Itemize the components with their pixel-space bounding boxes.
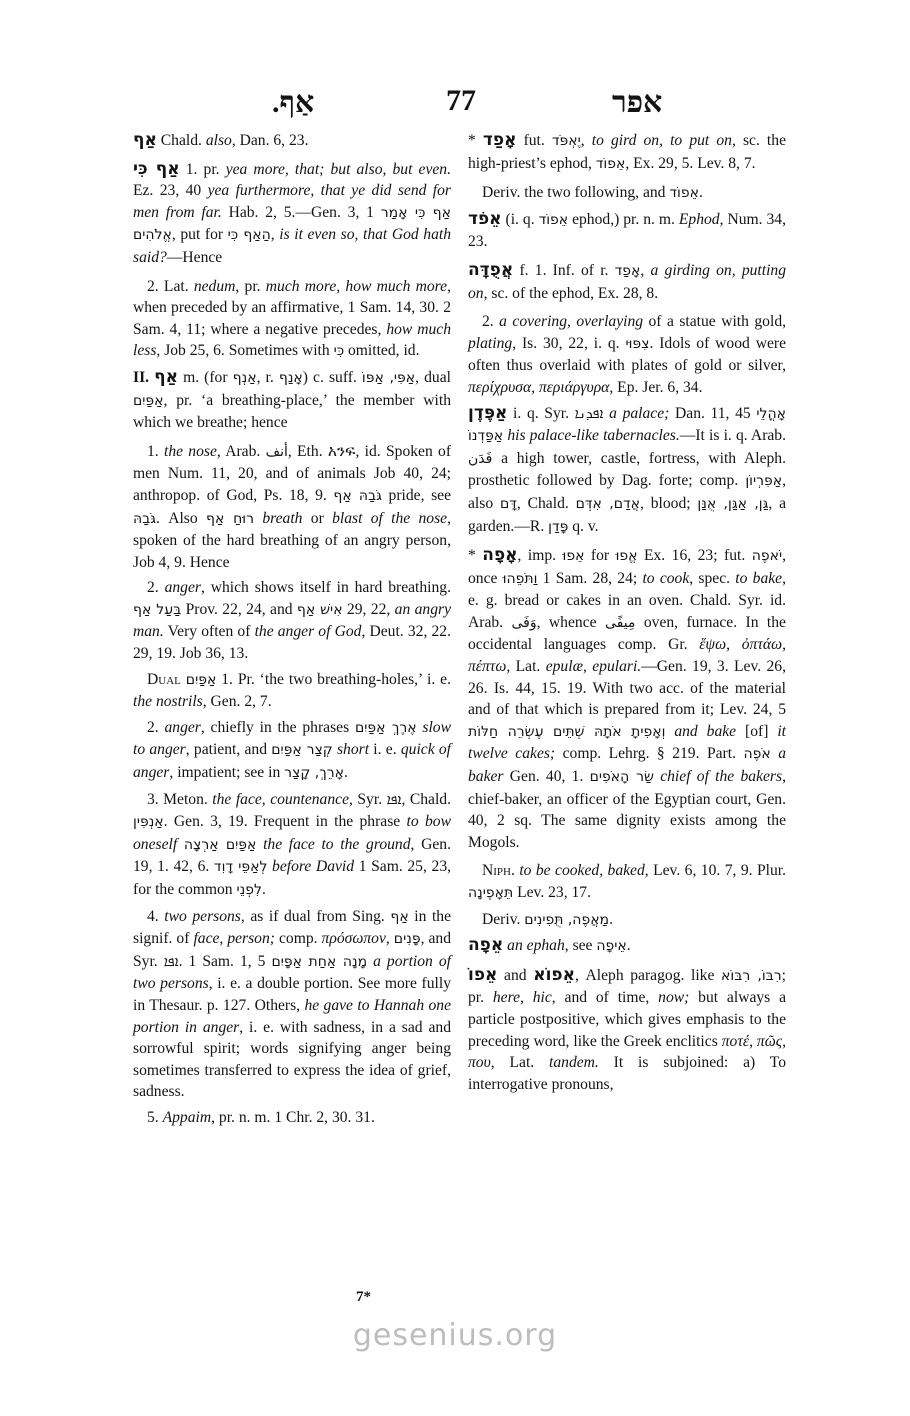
- italic-text: πρόσωπον: [321, 930, 386, 948]
- text-run: , when preceded by an affirmative, 1 Sam. 14, 30. 2 Sam. 4, 11; where a negative precedes,: [133, 277, 451, 338]
- text-run: .: [343, 764, 348, 782]
- text-run: .: [261, 881, 266, 898]
- text-run: 4.: [147, 907, 165, 925]
- text-run: but always a particle postpositive, which gives emphasis to the preceding word, like the Greek enclitics: [468, 989, 786, 1050]
- italic-text: yea more, that; but also, but even.: [225, 160, 452, 178]
- text-run: , Arab.: [216, 442, 266, 460]
- text-run: , sc. the high-priest’s ephod,: [468, 132, 786, 172]
- text-run: comp.: [274, 930, 322, 948]
- script-text: אָנַף: [278, 369, 303, 386]
- small-caps-text: Niph.: [482, 862, 515, 880]
- italic-text: chief of the bakers: [660, 768, 783, 786]
- dictionary-entry: [468, 260, 786, 304]
- text-run: Very often of: [163, 623, 255, 641]
- text-run: , pr. n. m. 1 Chr. 2, 30. 31.: [211, 1108, 375, 1126]
- text-run: , Is. 30, 22, i. q.: [512, 334, 626, 352]
- script-text: וְאָפִיתָ אֹתָהּ שְׁתֵּים עֶשְׂרֵה חַלּוֹת: [468, 723, 666, 740]
- text-run: pride, see: [381, 486, 451, 504]
- text-run: *: [468, 547, 483, 565]
- headword: אֲפֻדָּה: [468, 259, 514, 280]
- text-run: fut.: [516, 132, 552, 149]
- text-run: Lev. 23, 17.: [513, 884, 591, 901]
- script-text: פָּנִים: [393, 931, 421, 948]
- text-run: , see: [564, 937, 597, 955]
- text-run: 29, 22,: [342, 600, 395, 618]
- italic-text: quick of anger: [133, 741, 451, 782]
- italic-text: and bake: [674, 722, 737, 740]
- text-run: . Idols of wood were often thus overlaid with plates of gold or silver,: [468, 334, 787, 375]
- text-run: , whence: [536, 613, 605, 631]
- text-run: , dual: [415, 368, 451, 386]
- text-run: 2.: [147, 579, 165, 597]
- italic-text: to bow oneself: [133, 813, 451, 853]
- italic-text: an angry man.: [133, 600, 452, 641]
- text-run: ,: [270, 226, 280, 244]
- text-run: , a garden.—R.: [468, 494, 787, 535]
- text-run: for: [584, 547, 616, 565]
- page-number: 77: [446, 84, 476, 117]
- italic-text: Ephod: [678, 210, 720, 228]
- text-run: *: [468, 132, 483, 149]
- script-text: אֲדַם, אִדְּם: [575, 495, 640, 512]
- dictionary-entry: [468, 545, 786, 853]
- script-text: אָפַד: [614, 262, 641, 279]
- italic-text: a baker: [468, 745, 786, 786]
- text-run: Prov. 22, 24, and: [181, 600, 297, 618]
- text-run: Chald.: [156, 132, 206, 149]
- text-run: , Ex. 29, 5. Lev. 8, 7.: [625, 154, 756, 172]
- script-text: אַפַּיִם: [133, 392, 164, 409]
- script-text: לְאַפֵּי דָוִד: [213, 859, 268, 876]
- text-run: , put for: [171, 226, 228, 244]
- script-text: צִפּוּי: [625, 335, 650, 352]
- italic-text: a palace;: [609, 404, 670, 422]
- text-run: Gen. 40, 1.: [503, 768, 590, 786]
- script-text: אֵפוֹד: [669, 185, 699, 202]
- text-run: , Aleph paragog. like: [574, 966, 722, 984]
- text-run: ephod,) pr. n. m.: [568, 210, 679, 228]
- script-text: גַּן, אַגַּן, אֻנַּן: [697, 495, 769, 512]
- text-run: of a statue with gold,: [643, 313, 787, 331]
- text-run: , imp.: [517, 547, 563, 565]
- text-run: —Hence: [166, 248, 223, 266]
- italic-text: a covering, overlaying: [499, 313, 644, 331]
- italic-text: to gird on, to put on: [591, 132, 732, 149]
- italic-text: also: [205, 132, 232, 149]
- script-text: אֶרֶךְ אַפַּיִם: [354, 719, 417, 736]
- italic-text: to bake: [735, 569, 783, 587]
- text-run: , and Syr.: [133, 930, 452, 970]
- text-run: , Deut. 32, 22. 29, 19. Job 36, 13.: [133, 623, 451, 663]
- script-text: אֱפוּ: [615, 548, 638, 565]
- script-text: בַּעַל אַף: [133, 601, 182, 618]
- text-run: or: [302, 509, 333, 527]
- script-text: אַף: [390, 908, 409, 925]
- italic-text: two persons: [164, 907, 241, 925]
- dictionary-entry: [468, 130, 786, 175]
- script-text: אַפִּרְיוֹן: [745, 473, 783, 490]
- text-run: Deriv. the two following, and: [482, 184, 670, 202]
- entry-sense: [133, 1107, 451, 1129]
- italic-text: he gave to Hannah one portion in anger: [133, 996, 452, 1036]
- entry-sense: [468, 909, 786, 932]
- text-run: comp. Lehrg. § 219. Part.: [555, 745, 744, 763]
- italic-text: περίχρυσα, περιάργυρα: [468, 378, 610, 396]
- italic-text: face, person;: [193, 930, 275, 948]
- text-run: Ex. 16, 23; fut.: [637, 547, 752, 565]
- text-run: ,: [385, 930, 394, 948]
- small-caps-text: Dual: [147, 670, 181, 688]
- italic-text: anger: [164, 718, 201, 736]
- dictionary-entry: [133, 130, 451, 152]
- text-run: Hab. 2, 5.—Gen. 3, 1: [221, 203, 381, 221]
- script-text: תֵּאָפֶינָה: [468, 885, 514, 901]
- text-run: , i. e. with sadness, in a sad and sorrowful spirit; words signifying anger being sometimes transferred to express the idea of grief, sadness.: [133, 1018, 451, 1101]
- headword: אַף: [133, 130, 157, 150]
- text-run: , also: [468, 472, 786, 512]
- text-run: , spec.: [689, 569, 736, 587]
- text-run: —It is i. q. Arab.: [679, 427, 786, 445]
- text-run: , impatient; see in: [169, 764, 285, 782]
- italic-text: to cook: [642, 569, 690, 587]
- script-text: אָהֳלֵי אַפַּדְנוֹ: [468, 405, 786, 445]
- italic-text: the anger of God: [254, 623, 362, 641]
- script-text: אֵיפָה: [596, 938, 627, 955]
- text-run: (i. q.: [501, 210, 539, 228]
- text-run: , once: [468, 547, 786, 587]
- italic-text: here, hic: [492, 989, 552, 1007]
- italic-text: before David: [272, 858, 355, 876]
- text-run: Ez. 23, 40: [133, 182, 208, 200]
- text-run: , Gen. 19, 1. 42, 6.: [133, 835, 451, 876]
- italic-text: now;: [658, 989, 690, 1007]
- script-text: פָּדַן: [548, 518, 569, 535]
- script-text: אַפַּיִם: [185, 671, 217, 688]
- dictionary-entry: [133, 159, 451, 269]
- italic-text: Appaim: [162, 1108, 212, 1126]
- script-text: מָנָה אַחַת אַפָּיִם: [271, 953, 368, 970]
- script-text: אַפַּיִם אַרְצָה: [183, 836, 257, 853]
- text-run: , Job 25, 6. Sometimes with: [156, 342, 334, 360]
- script-text: אֵפוֹד: [538, 211, 569, 228]
- text-run: , Lat.: [490, 1054, 550, 1072]
- text-run: ) c. suff.: [302, 368, 362, 386]
- entry-sense: [133, 441, 451, 574]
- text-run: 1 Sam. 25, 23, for the common: [133, 858, 452, 898]
- script-text: فَدَن: [468, 450, 493, 467]
- italic-text: yea furthermore, that ye did send for men from far.: [133, 182, 451, 221]
- text-run: , Syr.: [349, 790, 387, 808]
- script-text: כִּי: [333, 343, 345, 360]
- script-text: מַאֲפֶה, תֻּפִינִים: [524, 911, 610, 928]
- text-run: , which shows itself in hard breathing.: [200, 579, 452, 597]
- text-run: in the signif. of: [133, 907, 451, 948]
- italic-text: tandem.: [549, 1054, 599, 1072]
- script-text: גֹּבַהּ אַף: [333, 487, 382, 504]
- text-run: ,: [640, 261, 651, 279]
- text-run: , chief-baker, an officer of the Egyptian court, Gen. 40, 2 sq. The same dignity exists among the Mogols.: [468, 768, 786, 851]
- text-run: [177, 836, 184, 853]
- headword: אַף כִּי: [133, 158, 180, 179]
- script-text: אָרֵךְ, קָצַר: [284, 765, 344, 782]
- script-text: אַף כִּי אָמַר אֱלֹהִים: [133, 204, 451, 244]
- text-run: Deriv.: [482, 910, 525, 928]
- text-run: , sc. of the ephod, Ex. 28, 8.: [483, 284, 659, 302]
- headword: אֵפוֹא: [533, 964, 575, 985]
- script-text: ܐܦܕܢܐ: [574, 405, 604, 422]
- text-run: , Lev. 6, 10. 7, 9. Plur.: [644, 862, 786, 880]
- text-run: , patient, and: [185, 741, 272, 759]
- text-run: .: [698, 184, 703, 202]
- italic-text: the nose: [163, 442, 217, 460]
- script-text: יֹאפֶה: [751, 548, 783, 565]
- text-run: , as if dual from Sing.: [240, 907, 391, 925]
- text-run: ,: [580, 132, 592, 149]
- italic-text: an ephah: [507, 937, 565, 955]
- italic-text: plating: [468, 334, 513, 352]
- text-run: , and of time,: [551, 989, 659, 1007]
- script-text: وَفَى: [511, 614, 537, 631]
- running-headword-left: אַף.: [272, 86, 315, 119]
- headword: אֵפוֹ: [468, 964, 498, 985]
- script-text: אַנְף: [232, 369, 257, 386]
- italic-text: a girding on, putting on: [468, 261, 787, 302]
- text-run: Dan. 11, 45: [669, 404, 757, 422]
- italic-text: how much less: [133, 320, 451, 360]
- entry-sense: [133, 789, 451, 902]
- dictionary-entry: [468, 403, 786, 539]
- text-run: [of]: [736, 722, 778, 740]
- text-run: አንፍ: [327, 442, 356, 460]
- dictionary-entry: [468, 965, 786, 1096]
- text-run: and: [497, 966, 534, 984]
- italic-text: slow to anger: [133, 718, 451, 759]
- text-run: omitted, id.: [344, 342, 420, 360]
- script-text: אַפִּי, אַפּוֹ: [361, 369, 416, 386]
- text-run: It is subjoined: a) To interrogative pronouns,: [468, 1054, 786, 1093]
- italic-text: ἕψω, ὀπτάω, πέπτω: [468, 636, 787, 676]
- script-text: הַאַף כִּי: [227, 227, 271, 244]
- text-run: i. q. Syr.: [507, 404, 575, 422]
- text-run: , Num. 34, 23.: [468, 210, 786, 251]
- text-run: a high tower, castle, fortress, with Aleph. prosthetic followed by Dag. forte; comp.: [468, 449, 786, 490]
- script-text: יֶאְפֹּד: [551, 133, 581, 149]
- watermark: gesenius.org: [352, 1318, 558, 1353]
- text-run: [665, 723, 674, 740]
- text-run: , Chald.: [516, 494, 576, 512]
- text-run: 1. pr.: [179, 160, 226, 178]
- dictionary-entry: [468, 935, 786, 958]
- text-run: , pr.: [235, 277, 266, 295]
- left-column: [133, 130, 451, 1133]
- text-run: 1 Sam. 28, 24;: [537, 569, 643, 587]
- script-text: אֵפוֹד: [595, 155, 626, 172]
- script-text: רוּחַ אַף: [205, 510, 255, 527]
- script-text: ܐܦܐ: [386, 791, 402, 808]
- text-run: , e. g. bread or cakes in an oven. Chald. Syr. id. Arab.: [468, 569, 786, 631]
- italic-text: breath: [262, 509, 303, 527]
- signature-mark: 7*: [356, 1289, 371, 1305]
- text-run: , Gen. 2, 7.: [202, 693, 272, 711]
- script-text: אִישׁ אַף: [296, 601, 343, 618]
- text-run: , spoken of the hard breathing of an angry person, Job 4, 9. Hence: [133, 509, 451, 571]
- headword: אֵפָה: [468, 935, 504, 956]
- entry-sense: [133, 906, 451, 1103]
- text-run: 1. Pr. ‘the two breathing-holes,’ i. e.: [216, 670, 451, 688]
- text-run: , Ep. Jer. 6, 34.: [609, 378, 703, 396]
- headword: אֵפֹד: [468, 208, 502, 229]
- italic-text: it twelve cakes;: [468, 722, 786, 763]
- text-run: oven, furnace. In the occidental languages comp. Gr.: [468, 613, 786, 654]
- headword: אַף: [154, 366, 178, 387]
- script-text: קְצַר אַפַּיִם: [271, 742, 333, 759]
- text-run: , Lat.: [506, 658, 546, 676]
- italic-text: his palace-like tabernacles.: [507, 427, 680, 445]
- entry-sense: [468, 182, 786, 205]
- text-run: m. (for: [177, 368, 233, 386]
- text-run: , id. Spoken of men Num. 11, 20, and of animals Job 40, 24; anthropop. of God, Ps. 18, 9.: [133, 442, 452, 504]
- text-run: 2. Lat.: [147, 277, 194, 295]
- script-text: مِيفًى: [604, 614, 636, 631]
- entry-sense: [133, 276, 451, 363]
- script-text: דָּם: [499, 495, 517, 512]
- dictionary-entry: [133, 367, 451, 434]
- bold-text: II.: [133, 368, 155, 386]
- text-run: .: [609, 910, 613, 928]
- text-run: , Dan. 6, 23.: [231, 132, 309, 149]
- text-run: 1.: [147, 442, 164, 460]
- italic-text: the face to the ground: [263, 835, 411, 853]
- script-text: أنف: [265, 443, 288, 460]
- text-run: . Gen. 3, 19. Frequent in the phrase: [163, 813, 407, 831]
- headword: אָפָה: [482, 545, 518, 566]
- script-text: אֹפֶה: [743, 746, 771, 763]
- text-run: 5.: [147, 1108, 163, 1126]
- text-run: —Gen. 19, 3. Lev. 26, 26. Is. 44, 15. 19. With two acc. of the material and of that which is prepared from it; Lev. 24, 5: [468, 658, 787, 719]
- text-run: ; pr.: [468, 966, 787, 1007]
- italic-text: epulæ, epulari.: [545, 658, 642, 676]
- text-run: , i. e. a double portion. See more fully in Thesaur. p. 127. Others,: [133, 975, 451, 1014]
- script-text: שַׂר הָאֹפִים: [589, 769, 654, 786]
- script-text: רִבּוֹ, רִבּוֹא: [721, 967, 782, 984]
- text-run: , Eth.: [287, 442, 328, 460]
- italic-text: the face, countenance: [212, 790, 349, 808]
- text-run: f. 1. Inf. of r.: [513, 261, 615, 279]
- entry-sense: [133, 577, 451, 664]
- script-text: וַתֹּפֵהוּ: [502, 570, 538, 587]
- italic-text: the nostrils: [133, 693, 203, 711]
- entry-sense: [468, 311, 786, 398]
- headword: אַפֶּדֶן: [468, 402, 508, 423]
- right-column: [468, 130, 786, 1102]
- italic-text: short: [336, 741, 370, 759]
- italic-text: nedum: [193, 277, 236, 295]
- text-run: 2.: [482, 313, 500, 331]
- text-run: . Also: [156, 509, 206, 527]
- text-run: , r.: [256, 368, 279, 386]
- dictionary-entry: [468, 209, 786, 253]
- text-run: q. v.: [568, 517, 599, 535]
- text-run: .: [626, 937, 631, 955]
- italic-text: much more, how much more: [265, 277, 448, 295]
- italic-text: is it even so, that God hath said?: [133, 226, 452, 266]
- italic-text: blast of the nose: [332, 509, 448, 527]
- page-header: [0, 84, 910, 124]
- text-run: , Chald.: [401, 790, 451, 808]
- italic-text: anger: [164, 579, 201, 597]
- text-run: 3. Meton.: [147, 790, 213, 808]
- text-run: 2.: [147, 718, 165, 736]
- entry-sense: [133, 717, 451, 785]
- script-text: ܐܦܐ: [163, 953, 179, 970]
- text-run: . 1 Sam. 1, 5: [178, 952, 272, 970]
- entry-sense: [133, 669, 451, 713]
- script-text: אַנְפִּין: [133, 814, 164, 831]
- entry-sense: [468, 860, 786, 904]
- text-run: , pr. ‘a breathing-place,’ the member with which we breathe; hence: [133, 391, 451, 432]
- script-text: לִפְנֵי: [236, 882, 262, 898]
- text-run: , blood;: [640, 494, 698, 512]
- text-run: i. e.: [369, 741, 401, 759]
- italic-text: ποτέ, πῶς, που: [468, 1032, 786, 1072]
- italic-text: a portion of two persons: [133, 952, 451, 993]
- running-headword-right: אפר: [612, 86, 663, 119]
- script-text: אֵפוּ: [562, 548, 585, 565]
- script-text: גֹּבַהּ: [133, 510, 157, 527]
- headword: אָפַד: [482, 130, 517, 150]
- italic-text: to be cooked, baked: [519, 862, 645, 880]
- text-run: , chiefly in the phrases: [200, 718, 355, 736]
